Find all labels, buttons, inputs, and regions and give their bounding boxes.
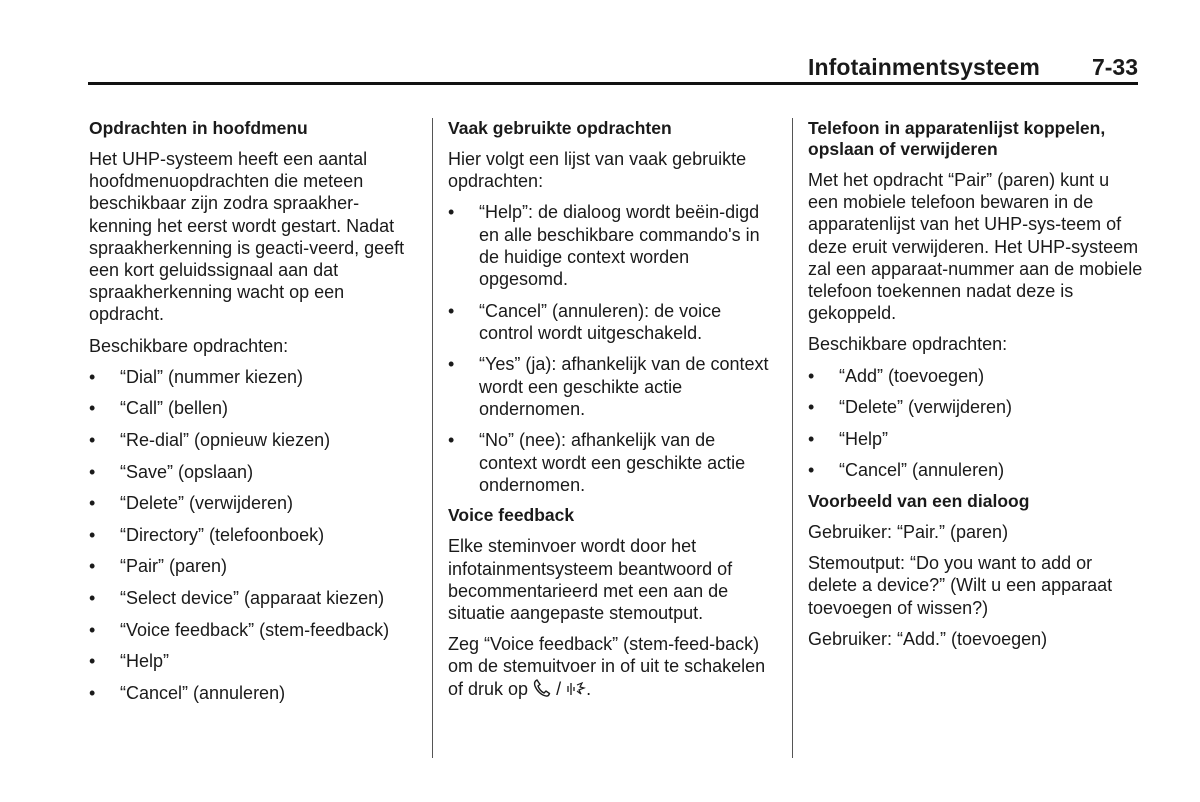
list-item-text: “Delete” (verwijderen) bbox=[120, 493, 294, 514]
list-item bbox=[89, 366, 419, 388]
bullet: • bbox=[808, 365, 815, 386]
page-number: 7-33 bbox=[1091, 54, 1138, 80]
column-divider-2 bbox=[792, 118, 793, 758]
list-item bbox=[808, 365, 1143, 387]
bullet: • bbox=[89, 587, 96, 608]
column-main-menu-commands bbox=[89, 118, 419, 713]
list-item bbox=[89, 429, 419, 451]
heading-voice-feedback: Voice feedback bbox=[448, 505, 575, 526]
paragraph-pair-intro: Met het opdracht “Pair” (paren) kunt u een mobiele telefoon bewaren in de apparatenlijst van het UHP-sys-teem of deze eruit verwijderen. Het UHP-systeem zal een apparaat-nummer aan de mobiele telefoon toekennen nadat deze is gekoppeld. bbox=[808, 170, 1143, 324]
bullet: • bbox=[89, 682, 96, 703]
bullet: • bbox=[89, 366, 96, 387]
column-frequent-commands bbox=[448, 118, 778, 712]
list-item bbox=[808, 459, 1143, 481]
list-item-text: “Voice feedback” (stem-feedback) bbox=[120, 619, 390, 640]
list-item bbox=[448, 429, 778, 496]
list-item-text: “Help”: de dialoog wordt beëin-digd en alle beschikbare commando's in de huidige context worden opgesomd. bbox=[479, 202, 760, 290]
bullet: • bbox=[808, 460, 815, 481]
list-pair-commands bbox=[808, 365, 1143, 482]
heading-frequent-commands: Vaak gebruikte opdrachten bbox=[448, 118, 672, 138]
bullet: • bbox=[89, 398, 96, 419]
heading-pair-device: Telefoon in apparatenlijst koppelen, opslaan of verwijderen bbox=[808, 118, 1106, 159]
list-item-text: “Yes” (ja): afhankelijk van de context wordt een geschikte actie ondernomen. bbox=[479, 354, 769, 419]
list-item-text: “No” (nee): afhankelijk van de context wordt een geschikte actie ondernomen. bbox=[479, 430, 746, 495]
list-item-text: “Add” (toevoegen) bbox=[839, 365, 985, 386]
paragraph-main-menu-intro: Het UHP-systeem heeft een aantal hoofdmenuopdrachten die meteen beschikbaar zijn zodra spraakher-kenning het eerst wordt gestart. Nadat spraakherkenning is geacti-veerd, geeft een kort geluidssignaal aan dat spraakherkenning wacht op een opdracht. bbox=[89, 149, 405, 325]
bullet: • bbox=[448, 354, 455, 375]
bullet: • bbox=[89, 493, 96, 514]
list-frequent-commands bbox=[448, 201, 778, 496]
bullet: • bbox=[448, 430, 455, 451]
paragraph-frequent-intro: Hier volgt een lijst van vaak gebruikte opdrachten: bbox=[448, 149, 747, 192]
list-item-text: “Help” bbox=[839, 428, 889, 449]
heading-dialog-example: Voorbeeld van een dialoog bbox=[808, 491, 1030, 511]
list-item-text: “Select device” (apparaat kiezen) bbox=[120, 587, 385, 608]
phone-icon bbox=[533, 678, 551, 703]
list-item-text: “Re-dial” (opnieuw kiezen) bbox=[120, 430, 331, 451]
list-item bbox=[89, 682, 419, 704]
icon-separator: / bbox=[556, 678, 562, 699]
list-item bbox=[808, 428, 1143, 450]
list-item-text: “Cancel” (annuleren): de voice control wordt uitgeschakeld. bbox=[479, 300, 722, 343]
list-item-text: “Directory” (telefoonboek) bbox=[120, 524, 325, 545]
bullet: • bbox=[808, 428, 815, 449]
list-item-text: “Cancel” (annuleren) bbox=[839, 460, 1005, 481]
header-divider bbox=[88, 82, 1138, 85]
list-item-text: “Cancel” (annuleren) bbox=[120, 682, 286, 703]
list-item-text: “Pair” (paren) bbox=[120, 556, 228, 577]
dialog-line: Gebruiker: “Pair.” (paren) bbox=[808, 522, 1009, 542]
dialog-line: Gebruiker: “Add.” (toevoegen) bbox=[808, 628, 1048, 649]
bullet: • bbox=[89, 556, 96, 577]
list-item bbox=[448, 353, 778, 420]
column-pair-device bbox=[808, 118, 1143, 659]
list-item bbox=[89, 650, 419, 672]
paragraph-voice-feedback-1: Elke steminvoer wordt door het infotainmentsysteem beantwoord of becommentarieerd met een aan de situatie aangepaste stemoutput. bbox=[448, 536, 733, 624]
list-item bbox=[89, 397, 419, 419]
list-item bbox=[448, 300, 778, 344]
dialog-line: Stemoutput: “Do you want to add or delete a device?” (Wilt u een apparaat toevoegen of wissen?) bbox=[808, 553, 1113, 618]
list-item-text: “Save” (opslaan) bbox=[120, 461, 254, 482]
list-item bbox=[89, 524, 419, 546]
paragraph-text: Zeg “Voice feedback” (stem-feed-back) om de stemuitvoer in of uit te schakelen of druk op bbox=[448, 634, 766, 699]
heading-main-menu-commands: Opdrachten in hoofdmenu bbox=[89, 118, 308, 138]
list-item bbox=[89, 555, 419, 577]
column-divider-1 bbox=[432, 118, 433, 758]
bullet: • bbox=[89, 619, 96, 640]
paragraph-voice-feedback-2 bbox=[448, 633, 778, 703]
label-available-commands: Beschikbare opdrachten: bbox=[808, 334, 1008, 355]
bullet: • bbox=[89, 430, 96, 451]
list-item bbox=[448, 201, 778, 290]
list-item bbox=[808, 396, 1143, 418]
list-item-text: “Delete” (verwijderen) bbox=[839, 397, 1013, 418]
bullet: • bbox=[89, 651, 96, 672]
section-title: Infotainmentsysteem bbox=[808, 54, 1040, 80]
list-item bbox=[89, 619, 419, 641]
bullet: • bbox=[89, 461, 96, 482]
bullet: • bbox=[89, 524, 96, 545]
bullet: • bbox=[448, 202, 455, 223]
list-item bbox=[89, 461, 419, 483]
list-item bbox=[89, 587, 419, 609]
label-available-commands: Beschikbare opdrachten: bbox=[89, 335, 289, 356]
voice-recognition-icon bbox=[566, 678, 586, 703]
bullet: • bbox=[808, 397, 815, 418]
list-main-menu-commands bbox=[89, 366, 419, 704]
list-item-text: “Help” bbox=[120, 651, 170, 672]
list-item bbox=[89, 492, 419, 514]
page-header bbox=[88, 52, 1138, 82]
paragraph-end: . bbox=[586, 678, 592, 699]
list-item-text: “Call” (bellen) bbox=[120, 398, 229, 419]
list-item-text: “Dial” (nummer kiezen) bbox=[120, 366, 304, 387]
bullet: • bbox=[448, 300, 455, 321]
